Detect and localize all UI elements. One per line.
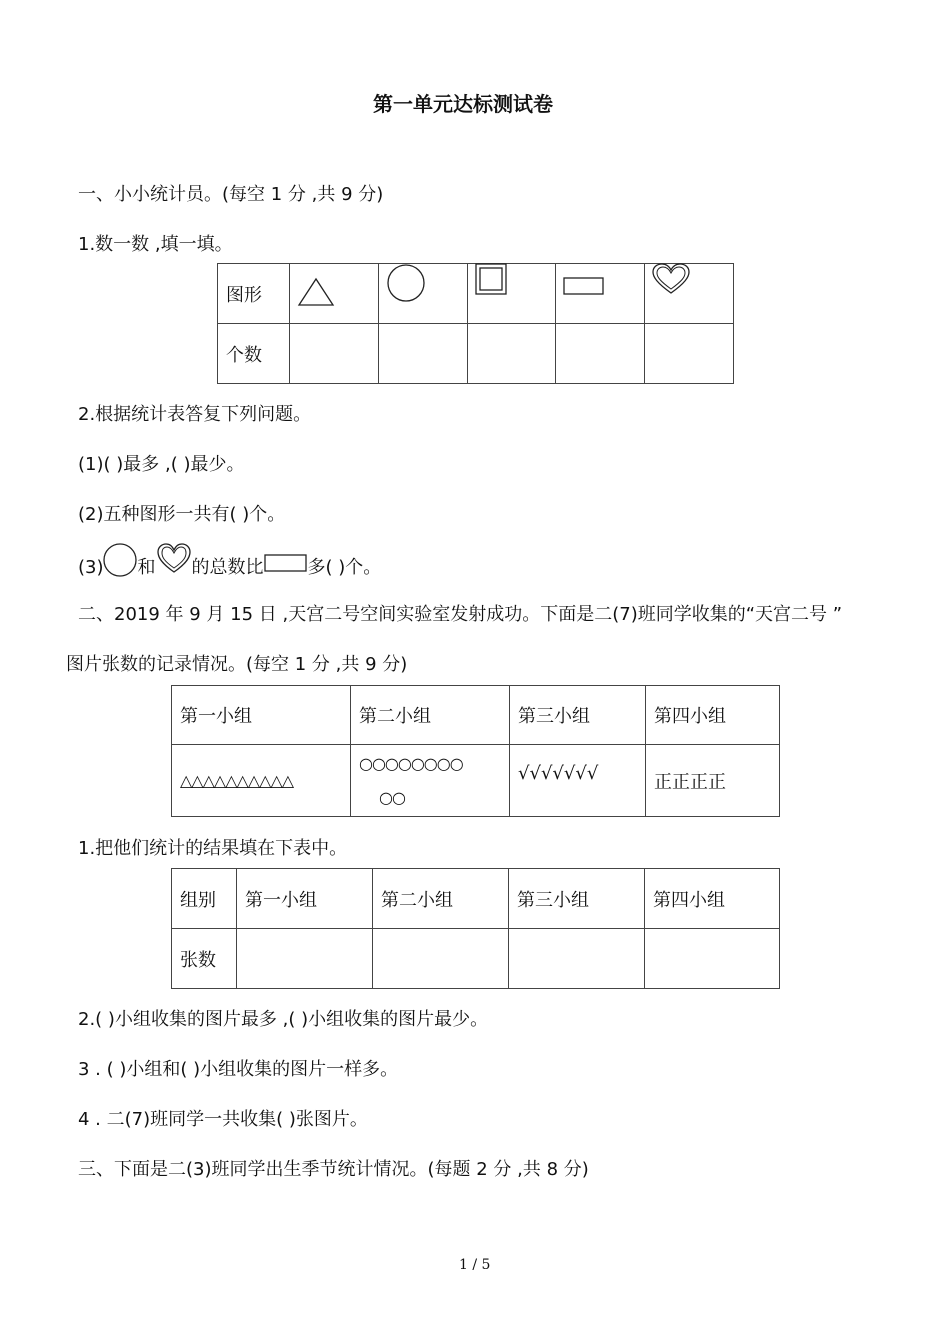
count-cell[interactable] <box>467 324 556 384</box>
page-title: 第一单元达标测试卷 <box>373 92 553 116</box>
result-header: 组别 <box>172 869 237 929</box>
triangle-cell <box>289 264 378 324</box>
circle-icon <box>102 542 138 580</box>
result-row-label: 张数 <box>172 929 237 989</box>
result-cell[interactable] <box>645 929 780 989</box>
shape-count-table <box>217 263 734 384</box>
section2-q1: 1.把他们统计的结果填在下表中。 <box>78 838 348 859</box>
section1-q1: 1.数一数 ,填一填。 <box>78 234 233 255</box>
q2-3-suffix: 多( )个。 <box>307 557 382 578</box>
count-cell[interactable] <box>378 324 467 384</box>
record-marks-triangles: △△△△△△△△△△ <box>172 745 351 817</box>
record-marks-checks: √√√√√√√ <box>510 745 646 817</box>
result-header: 第二小组 <box>373 869 509 929</box>
heart-icon <box>156 542 192 576</box>
result-cell[interactable] <box>237 929 373 989</box>
count-cell[interactable] <box>556 324 645 384</box>
record-marks-circles-line2: ○○ <box>379 787 405 807</box>
record-header: 第二小组 <box>351 686 510 745</box>
result-cell[interactable] <box>373 929 509 989</box>
section2-heading-line2: 图片张数的记录情况。(每空 1 分 ,共 9 分) <box>66 654 408 675</box>
circle-icon <box>385 262 429 306</box>
heart-cell <box>645 264 734 324</box>
record-marks-circles-line1: ○○○○○○○○ <box>359 753 463 773</box>
section1-q2: 2.根据统计表答复下列问题。 <box>78 404 312 425</box>
section1-q2-2: (2)五种图形一共有( )个。 <box>78 504 286 525</box>
square-cell <box>467 264 556 324</box>
record-marks-tally: 正正正正 <box>646 745 780 817</box>
result-table <box>171 868 780 989</box>
triangle-icon <box>296 274 336 308</box>
record-header: 第三小组 <box>510 686 646 745</box>
rectangle-icon <box>264 552 308 574</box>
section1-heading: 一、小小统计员。(每空 1 分 ,共 9 分) <box>78 184 384 205</box>
q2-3-and: 和 <box>137 557 156 578</box>
section2-q3: 3 . ( )小组和( )小组收集的图片一样多。 <box>78 1059 399 1080</box>
circle-cell <box>378 264 467 324</box>
q2-3-prefix: (3) <box>78 557 104 578</box>
rectangle-icon <box>563 276 607 298</box>
section2-q2: 2.( )小组收集的图片最多 ,( )小组收集的图片最少。 <box>78 1009 489 1030</box>
heart-icon <box>651 262 691 296</box>
count-cell[interactable] <box>645 324 734 384</box>
result-header: 第一小组 <box>237 869 373 929</box>
page-number: 1 / 5 <box>459 1257 491 1273</box>
result-header: 第三小组 <box>509 869 645 929</box>
result-cell[interactable] <box>509 929 645 989</box>
record-marks-circles <box>351 745 510 817</box>
count-cell[interactable] <box>289 324 378 384</box>
q2-3-middle: 的总数比 <box>191 557 264 578</box>
section1-q2-1: (1)( )最多 ,( )最少。 <box>78 454 245 475</box>
section2-heading-line1: 二、2019 年 9 月 15 日 ,天宫二号空间实验室发射成功。下面是二(7)班同学收集的“天宫二号 ” <box>78 604 843 625</box>
count-row-label: 个数 <box>218 324 290 384</box>
record-header: 第四小组 <box>646 686 780 745</box>
result-header: 第四小组 <box>645 869 780 929</box>
shape-row-label: 图形 <box>218 264 290 324</box>
section3-heading: 三、下面是二(3)班同学出生季节统计情况。(每题 2 分 ,共 8 分) <box>78 1159 589 1180</box>
record-table <box>171 685 780 817</box>
section1-q2-3 <box>78 536 381 580</box>
rectangle-cell <box>556 264 645 324</box>
record-header: 第一小组 <box>172 686 351 745</box>
section2-q4: 4 . 二(7)班同学一共收集( )张图片。 <box>78 1109 368 1130</box>
square-icon <box>474 262 510 298</box>
